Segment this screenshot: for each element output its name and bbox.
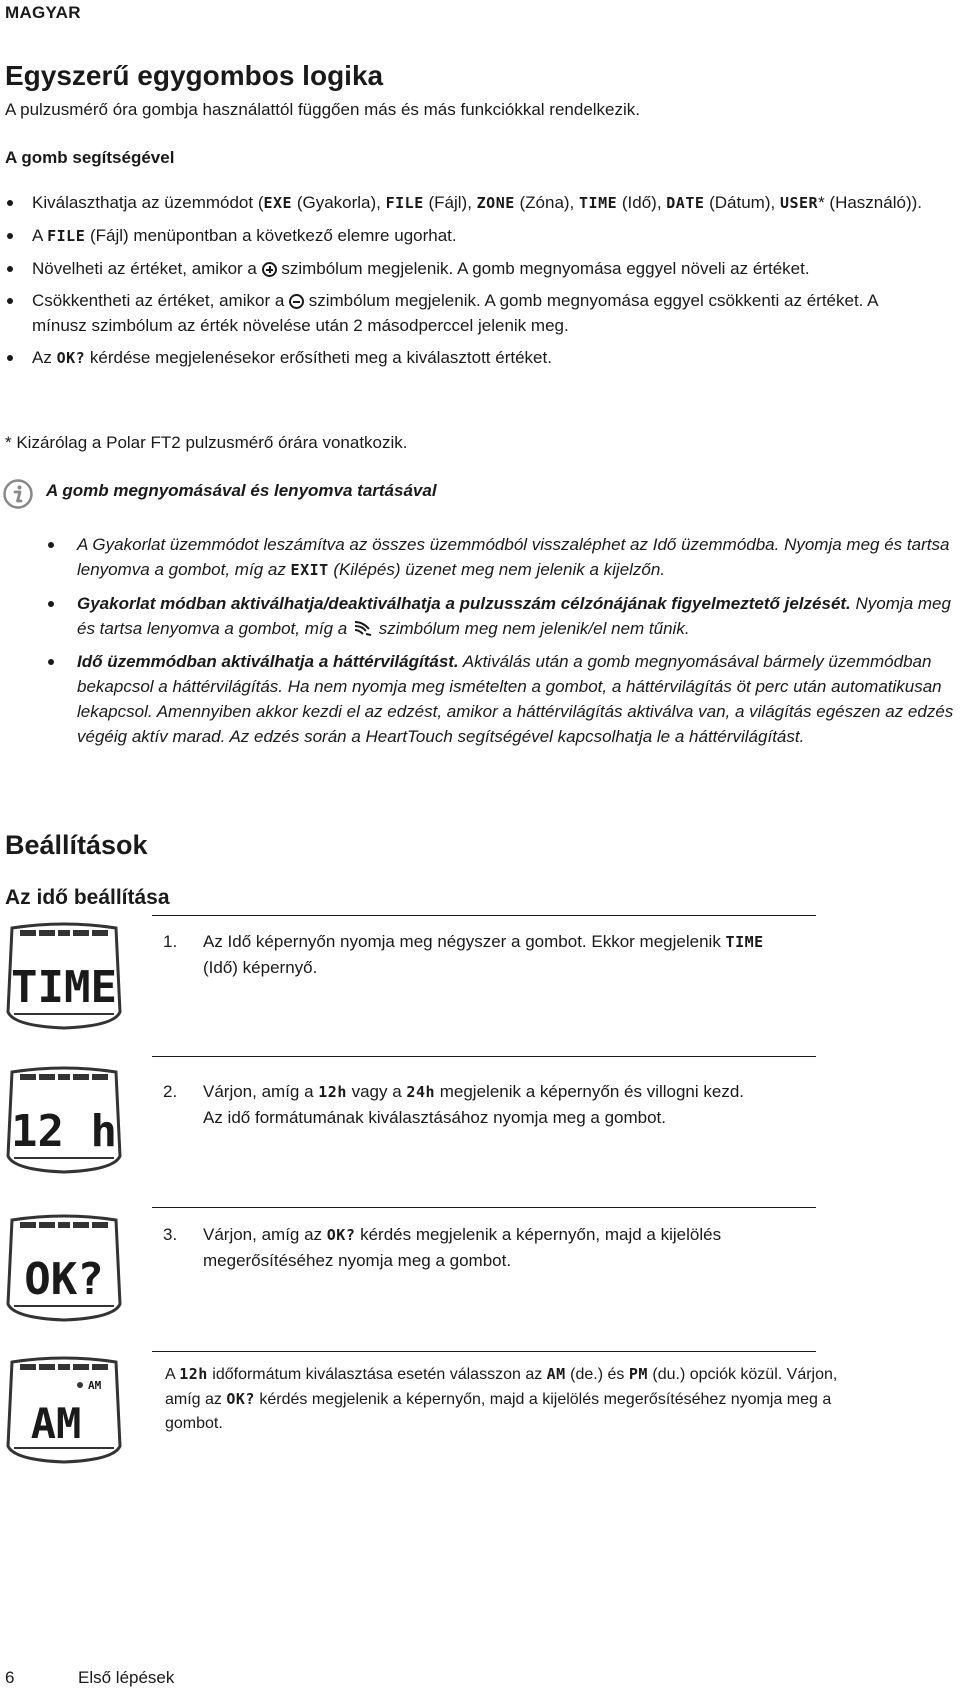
language-label: MAGYAR bbox=[5, 3, 81, 22]
footnote: * Kizárólag a Polar FT2 pulzusmérő órára vonatkozik. bbox=[5, 433, 408, 452]
function-list bbox=[0, 190, 937, 378]
list-item: Az OK? kérdése megjelenésekor erősítheti meg a kiválasztott értéket. bbox=[0, 345, 937, 371]
divider bbox=[152, 915, 816, 916]
watch-display-time bbox=[4, 920, 124, 1037]
subheading-button: A gomb segítségével bbox=[5, 148, 175, 167]
watch-display-ok bbox=[4, 1212, 124, 1329]
footer-title: Első lépések bbox=[78, 1668, 175, 1687]
list-item: Növelheti az értéket, amikor a szimbólum megjelenik. A gomb megnyomása eggyel növeli az értéket. bbox=[0, 256, 937, 281]
heart-rate-alarm-icon bbox=[352, 619, 374, 637]
info-icon bbox=[2, 478, 34, 510]
divider bbox=[152, 1056, 816, 1057]
subtitle-time-setting: Az idő beállítása bbox=[5, 886, 170, 909]
watch-display-12h bbox=[4, 1064, 124, 1181]
plus-circle-icon bbox=[262, 262, 277, 277]
list-item: Gyakorlat módban aktiválhatja/deaktiválhatja a pulzusszám célzónájának figyelmeztető jelzését. Nyomja meg és tartsa lenyomva a gombot, míg a szimbólum meg nem jelenik/el nem tűnik. bbox=[0, 591, 957, 641]
svg-text:12 h: 12 h bbox=[11, 1106, 117, 1157]
list-item: A FILE (Fájl) menüpontban a következő elemre ugorhat. bbox=[0, 223, 937, 249]
svg-text:AM: AM bbox=[30, 1399, 82, 1448]
page-number: 6 bbox=[5, 1668, 15, 1687]
list-item: A Gyakorlat üzemmódot leszámítva az összes üzemmódból visszaléphet az Idő üzemmódba. Nyomja meg és tartsa lenyomva a gombot, míg az EXIT (Kilépés) üzenet meg nem jelenik a kijelzőn. bbox=[0, 532, 957, 583]
minus-circle-icon bbox=[289, 294, 304, 309]
list-item: Kiválaszthatja az üzemmódot (EXE (Gyakorla), FILE (Fájl), ZONE (Zóna), TIME (Idő), DATE (Dátum), USER* (Használó)). bbox=[0, 190, 937, 216]
svg-text:OK?: OK? bbox=[24, 1254, 104, 1305]
intro-text: A pulzusmérő óra gombja használattól függően más és más funkciókkal rendelkezik. bbox=[5, 100, 641, 119]
divider bbox=[152, 1351, 816, 1352]
svg-text:AM: AM bbox=[88, 1379, 102, 1392]
section-title-logic: Egyszerű egygombos logika bbox=[5, 60, 384, 91]
watch-display-am bbox=[4, 1354, 124, 1471]
info-title: A gomb megnyomásával és lenyomva tartásával bbox=[46, 481, 437, 500]
section-title-settings: Beállítások bbox=[5, 830, 148, 860]
list-item: Idő üzemmódban aktiválhatja a háttérvilágítást. Aktiválás után a gomb megnyomásával bármely üzemmódban bekapcsol a háttérvilágítás. Ha nem nyomja meg ismételten a gombot, a háttérvilágítás öt perc után automatikusan lekapcsol. Amennyiben akkor kezdi el az edzést, amikor a háttérvilágítás aktiválva van, a világítás egészen az edzés végéig aktív marad. Az edzés során a HeartTouch segítségével kapcsolhatja le a háttérvilágítást. bbox=[0, 649, 957, 749]
divider bbox=[152, 1207, 816, 1208]
hold-function-list bbox=[0, 532, 957, 757]
svg-text:TIME: TIME bbox=[11, 962, 117, 1013]
am-pm-note: A 12h időformátum kiválasztása esetén válasszon az AM (de.) és PM (du.) opciók közül. Várjon, amíg az OK? kérdés megjelenik a képernyőn, majd a kijelölés megerősítéséhez nyomja meg a gombot. bbox=[165, 1365, 838, 1432]
list-item: Csökkentheti az értéket, amikor a szimbólum megjelenik. A gomb megnyomása eggyel csökkenti az értéket. A mínusz szimbólum az érték növelése után 2 másodperccel jelenik meg. bbox=[0, 288, 937, 338]
